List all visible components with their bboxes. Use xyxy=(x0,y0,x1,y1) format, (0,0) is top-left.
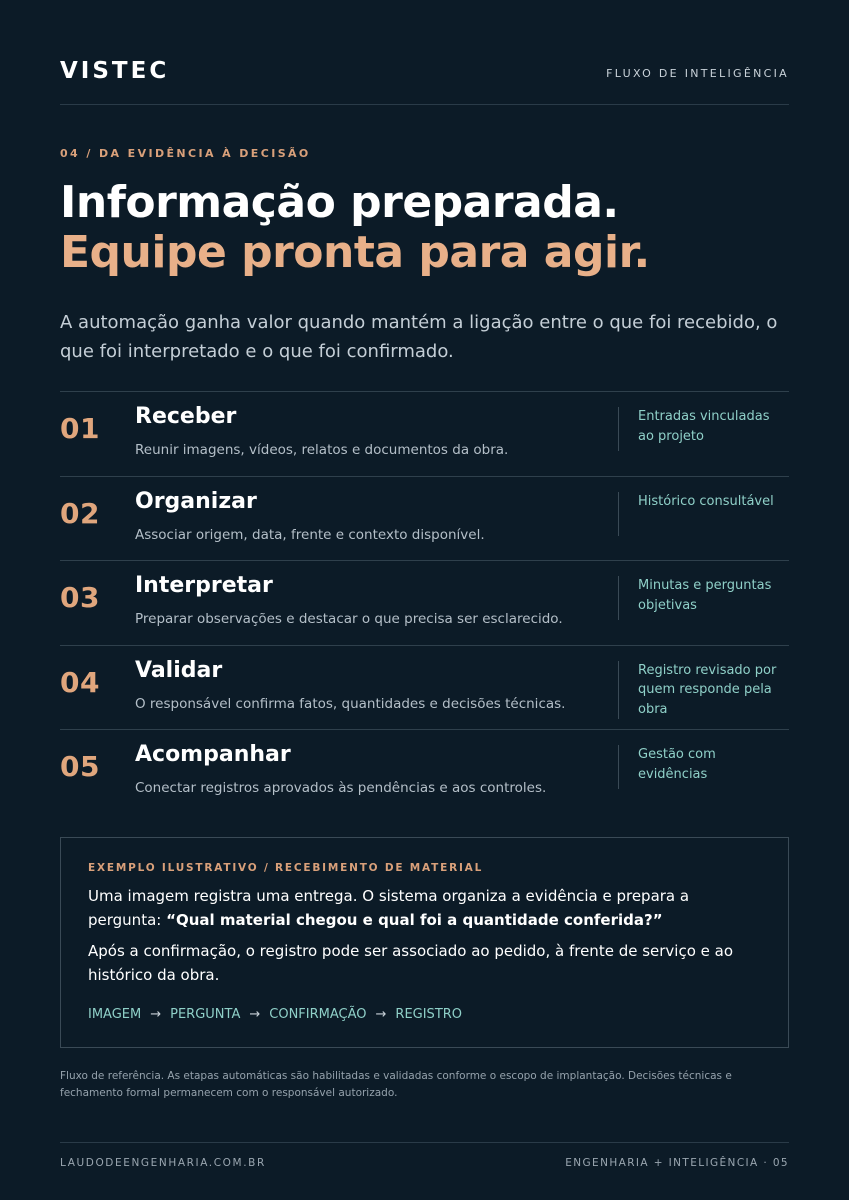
step-number: 01 xyxy=(60,412,100,445)
flow-step: PERGUNTA xyxy=(170,1007,241,1022)
step-description: Reunir imagens, vídeos, relatos e documentos da obra. xyxy=(135,442,509,458)
section-eyebrow: 04 / DA EVIDÊNCIA À DECISÃO xyxy=(60,147,311,160)
step-title: Interpretar xyxy=(135,573,273,599)
arrow-right-icon: → xyxy=(249,1007,261,1022)
example-question: “Qual material chegou e qual foi a quantidade conferida?” xyxy=(166,910,663,929)
example-paragraph-2: Após a confirmação, o registro pode ser associado ao pedido, à frente de serviço e ao histórico da obra. xyxy=(88,942,734,984)
example-text: Uma imagem registra uma entrega. O sistema organiza a evidência e prepara a pergunta: xyxy=(88,887,690,929)
lead-paragraph: A automação ganha valor quando mantém a ligação entre o que foi recebido, o que foi interpretado e o que foi confirmado. xyxy=(60,312,778,362)
hero-title-line1: Informação preparada. xyxy=(60,177,619,228)
step-outcome: Registro revisado por quem responde pela obra xyxy=(618,661,789,720)
step-outcome: Entradas vinculadas ao projeto xyxy=(618,407,789,451)
step-item xyxy=(60,476,789,561)
step-title: Organizar xyxy=(135,488,257,514)
flow-step: CONFIRMAÇÃO xyxy=(269,1007,367,1022)
step-number: 02 xyxy=(60,496,100,530)
header-tag: FLUXO DE INTELIGÊNCIA xyxy=(606,67,789,80)
step-item xyxy=(60,391,789,476)
example-eyebrow: EXEMPLO ILUSTRATIVO / RECEBIMENTO DE MATERIAL xyxy=(88,862,484,874)
step-outcome: Gestão com evidências xyxy=(618,745,789,789)
step-item xyxy=(60,729,789,814)
step-outcome: Histórico consultável xyxy=(618,492,789,536)
example-flow xyxy=(88,1007,462,1022)
steps-list xyxy=(60,391,789,814)
step-number: 05 xyxy=(60,750,100,784)
step-description: O responsável confirma fatos, quantidades e decisões técnicas. xyxy=(135,695,566,712)
page xyxy=(60,0,789,1200)
header xyxy=(60,58,789,88)
step-title: Acompanhar xyxy=(135,742,291,768)
step-title: Receber xyxy=(135,404,237,429)
flow-step: IMAGEM xyxy=(88,1007,142,1022)
step-description: Preparar observações e destacar o que precisa ser esclarecido. xyxy=(135,611,563,628)
step-item xyxy=(60,560,789,645)
footer-divider xyxy=(60,1142,789,1143)
example-paragraph-1 xyxy=(88,885,758,932)
footnote: Fluxo de referência. As etapas automáticas são habilitadas e validadas conforme o escopo de implantação. Decisões técnicas e fechamento formal permanecem com o responsável autorizado. xyxy=(60,1070,732,1099)
step-outcome: Minutas e perguntas objetivas xyxy=(618,576,789,620)
step-item xyxy=(60,645,789,730)
step-number: 03 xyxy=(60,581,100,615)
hero-title-line2: Equipe pronta para agir. xyxy=(60,227,650,278)
example-box xyxy=(60,837,789,1048)
footer-website: LAUDODEENGENHARIA.COM.BR xyxy=(60,1157,266,1169)
step-number: 04 xyxy=(60,665,100,699)
step-description: Conectar registros aprovados às pendências e aos controles. xyxy=(135,780,547,797)
footer-page-label: ENGENHARIA + INTELIGÊNCIA · 05 xyxy=(565,1157,789,1169)
flow-step: REGISTRO xyxy=(395,1007,463,1022)
arrow-right-icon: → xyxy=(375,1007,387,1022)
arrow-right-icon: → xyxy=(150,1007,162,1022)
header-divider xyxy=(60,104,789,105)
step-description: Associar origem, data, frente e contexto disponível. xyxy=(135,526,485,543)
step-title: Validar xyxy=(135,657,223,683)
logo: VISTEC xyxy=(60,58,170,84)
